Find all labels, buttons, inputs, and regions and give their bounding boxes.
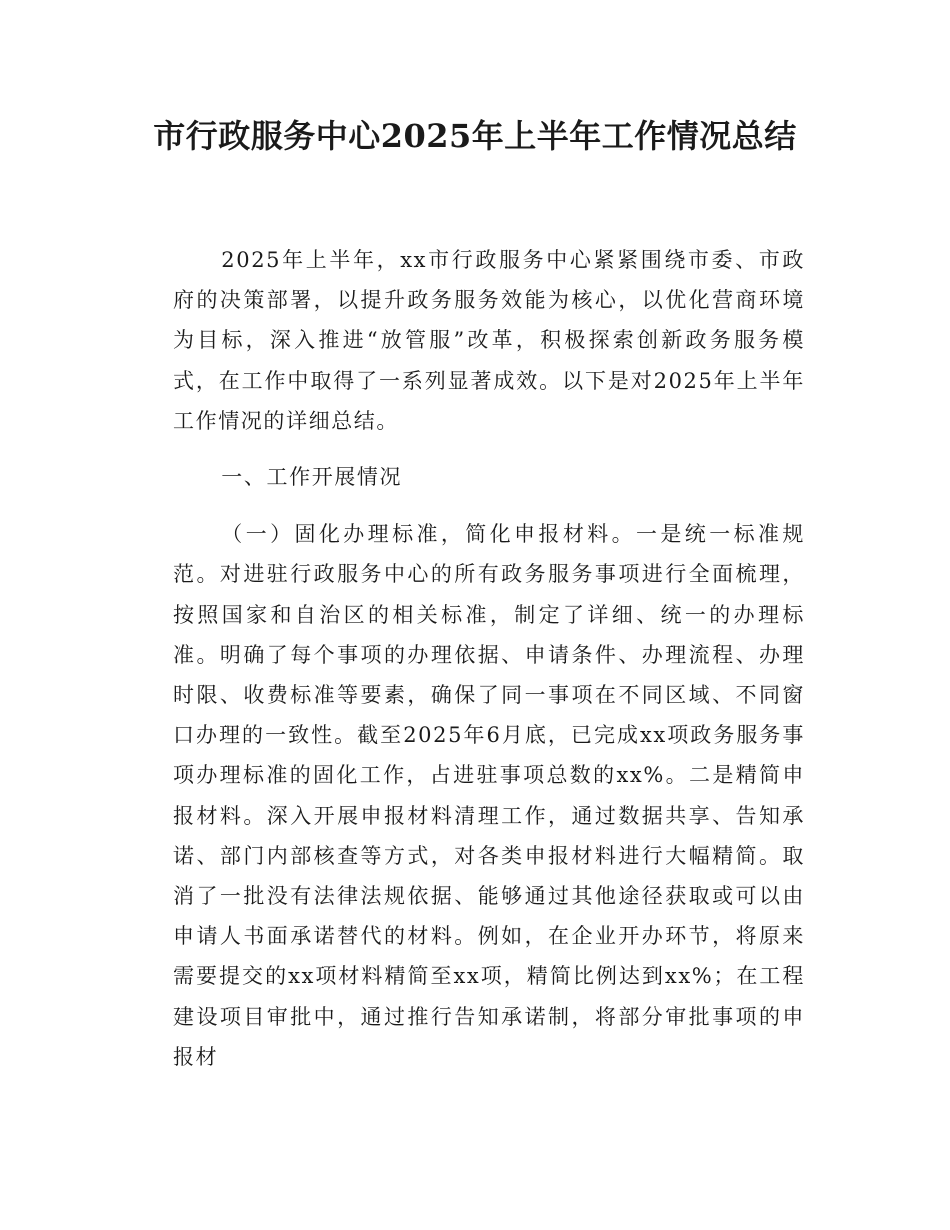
body-paragraph: （一）固化办理标准，简化申报材料。一是统一标准规范。对进驻行政服务中心的所有政务服务事项进行全面梳理，按照国家和自治区的相关标准，制定了详细、统一的办理标准。明确了每个事项的办理依据、申请条件、办理流程、办理时限、收费标准等要素，确保了同一事项在不同区域、不同窗口办理的一致性。截至2025年6月底，已完成xx项政务服务事项办理标准的固化工作，占进驻事项总数的xx%。二是精简申报材料。深入开展申报材料清理工作，通过数据共享、告知承诺、部门内部核查等方式，对各类申报材料进行大幅精简。取消了一批没有法律法规依据、能够通过其他途径获取或可以由申请人书面承诺替代的材料。例如，在企业开办环节，将原来需要提交的xx项材料精简至xx项，精简比例达到xx%；在工程建设项目审批中，通过推行告知承诺制，将部分审批事项的申报材 bbox=[173, 522, 805, 1069]
intro-paragraph: 2025年上半年，xx市行政服务中心紧紧围绕市委、市政府的决策部署，以提升政务服务效能为核心，以优化营商环境为目标，深入推进“放管服”改革，积极探索创新政务服务模式，在工作中取得了一系列显著成效。以下是对2025年上半年工作情况的详细总结。 bbox=[173, 248, 805, 433]
section-heading: 一、工作开展情况 bbox=[221, 465, 403, 490]
document-body bbox=[173, 240, 805, 1093]
document-title: 市行政服务中心2025年上半年工作情况总结 bbox=[153, 117, 797, 155]
